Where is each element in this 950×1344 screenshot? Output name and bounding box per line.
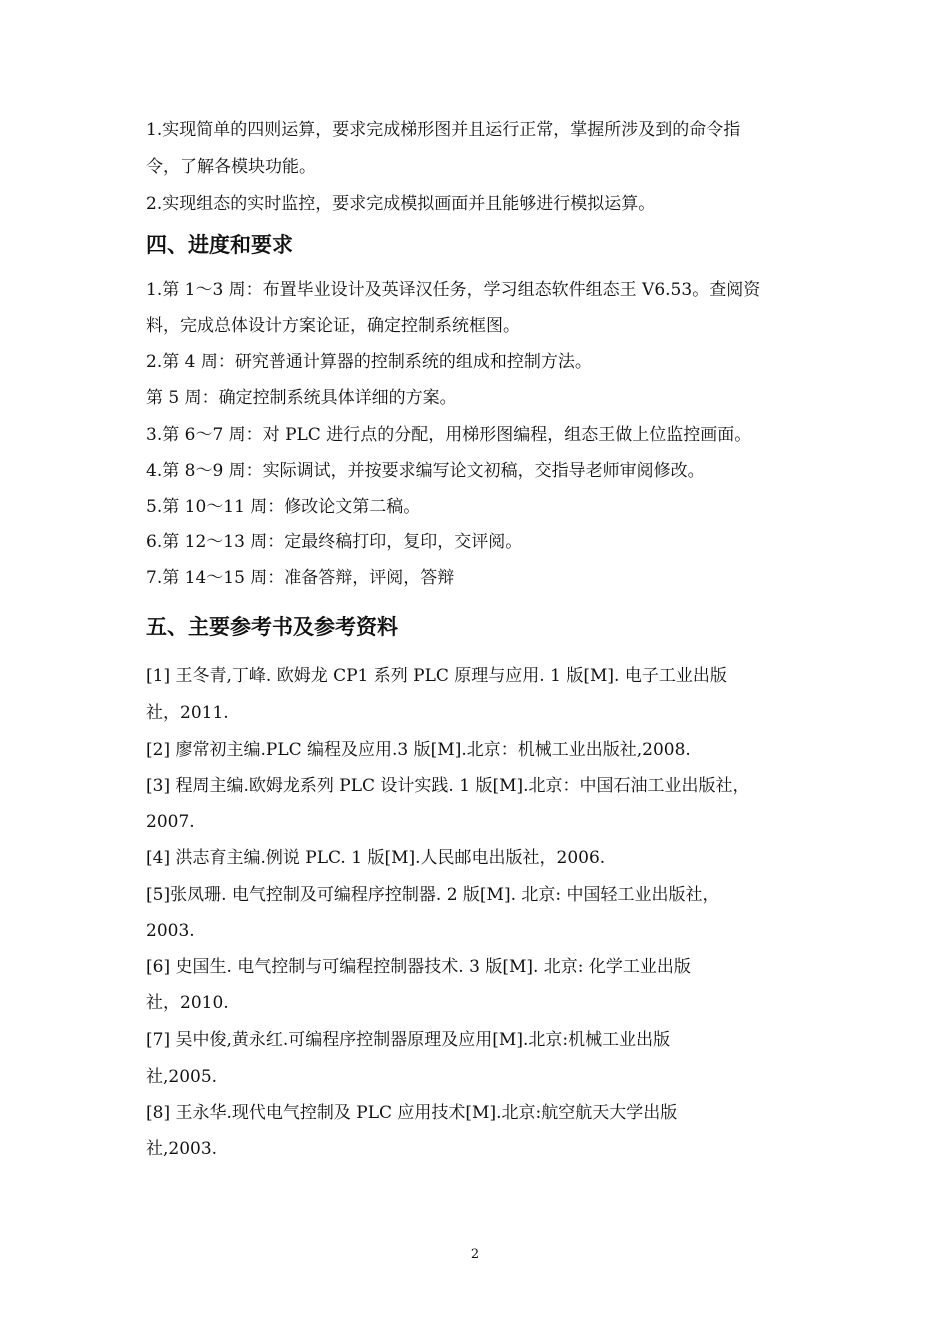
reference-7: [7] 吴中俊,黄永红.可编程序控制器原理及应用[M].北京:机械工业出版 <box>146 1030 671 1050</box>
schedule-item-4: 4.第 8～9 周：实际调试，并按要求编写论文初稿，交指导老师审阅修改。 <box>146 461 705 481</box>
reference-3-cont: 2007. <box>146 812 195 832</box>
schedule-item-5: 5.第 10～11 周：修改论文第二稿。 <box>146 497 421 517</box>
schedule-item-3: 3.第 6～7 周：对 PLC 进行点的分配，用梯形图编程，组态王做上位监控画面。 <box>146 425 752 445</box>
goal-item-2: 2.实现组态的实时监控，要求完成模拟画面并且能够进行模拟运算。 <box>146 194 656 214</box>
schedule-item-1-cont: 料，完成总体设计方案论证，确定控制系统框图。 <box>146 316 520 336</box>
reference-2: [2] 廖常初主编.PLC 编程及应用.3 版[M].北京：机械工业出版社,2008. <box>146 740 691 760</box>
section-heading-schedule: 四、进度和要求 <box>146 233 293 257</box>
reference-4: [4] 洪志育主编.例说 PLC. 1 版[M].人民邮电出版社，2006. <box>146 848 606 868</box>
goal-item-1: 1.实现简单的四则运算，要求完成梯形图并且运行正常，掌握所涉及到的命令指 <box>146 120 741 140</box>
reference-1: [1] 王冬青,丁峰. 欧姆龙 CP1 系列 PLC 原理与应用. 1 版[M]. 电子工业出版 <box>146 666 727 686</box>
schedule-item-2: 2.第 4 周：研究普通计算器的控制系统的组成和控制方法。 <box>146 352 592 372</box>
reference-5-cont: 2003. <box>146 921 195 941</box>
page-number: 2 <box>470 1247 480 1262</box>
section-heading-references: 五、主要参考书及参考资料 <box>146 615 398 639</box>
reference-6: [6] 史国生. 电气控制与可编程控制器技术. 3 版[M]. 北京: 化学工业出版 <box>146 957 691 977</box>
schedule-item-1: 1.第 1～3 周：布置毕业设计及英译汉任务，学习组态软件组态王 V6.53。查阅资 <box>146 280 761 300</box>
reference-8-cont: 社,2003. <box>146 1139 218 1159</box>
reference-7-cont: 社,2005. <box>146 1067 218 1087</box>
schedule-item-7: 7.第 14～15 周：准备答辩，评阅，答辩 <box>146 568 455 588</box>
schedule-item-6: 6.第 12～13 周：定最终稿打印，复印，交评阅。 <box>146 532 523 552</box>
reference-6-cont: 社，2010. <box>146 993 229 1013</box>
reference-3: [3] 程周主编.欧姆龙系列 PLC 设计实践. 1 版[M].北京：中国石油工业出版社， <box>146 776 750 796</box>
reference-8: [8] 王永华.现代电气控制及 PLC 应用技术[M].北京:航空航天大学出版 <box>146 1103 678 1123</box>
schedule-item-week5: 第 5 周：确定控制系统具体详细的方案。 <box>146 388 457 408</box>
reference-1-cont: 社，2011. <box>146 703 229 723</box>
goal-item-1-cont: 令，了解各模块功能。 <box>146 157 316 177</box>
reference-5: [5]张凤珊. 电气控制及可编程序控制器. 2 版[M]. 北京: 中国轻工业出版社， <box>146 885 720 905</box>
